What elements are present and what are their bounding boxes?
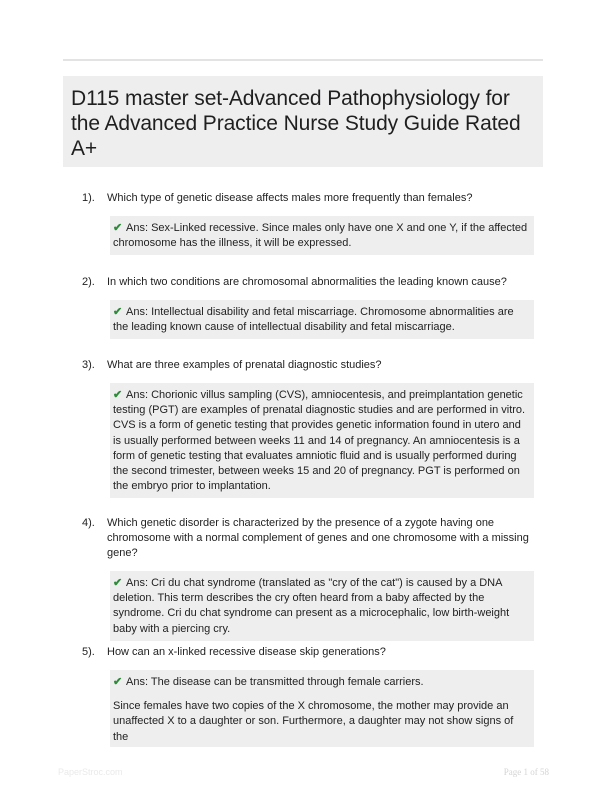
checkmark-icon: ✔ xyxy=(113,389,123,401)
page-title: D115 master set-Advanced Pathophysiology for the Advanced Practice Nurse Study Guide Rated A+ xyxy=(71,87,521,160)
answer-box-2 xyxy=(110,300,534,339)
question-number: 5). xyxy=(82,646,95,658)
question-number: 2). xyxy=(82,276,95,288)
footer-site-watermark: PaperStroc.com xyxy=(58,767,123,777)
answer-text: Ans: Cri du chat syndrome (translated as "cry of the cat") is caused by a DNA deletion. This term describes the cry often heard from a baby affected by the syndrome. Cri du chat syndrome can present as a microcephalic, low birth-weight baby with a piercing cry. xyxy=(113,577,510,635)
title-block xyxy=(63,76,543,167)
checkmark-icon: ✔ xyxy=(113,222,123,234)
answer-text: Ans: The disease can be transmitted through female carriers. xyxy=(126,676,424,688)
answer-text: Ans: Intellectual disability and fetal miscarriage. Chromosome abnormalities are the leading known cause of intellectual disability and fetal miscarriage. xyxy=(113,306,514,334)
footer-page-number: Page 1 of 58 xyxy=(503,767,549,777)
answer-text: Ans: Chorionic villus sampling (CVS), amniocentesis, and preimplantation genetic testing (PGT) are examples of prenatal diagnostic studies and are performed in vitro. CVS is a form of genetic testing that provides genetic information found in utero and is usually performed between weeks 11 and 14 of pregnancy. An amniocentesis is a form of genetic testing that evaluates amniotic fluid and is usually performed during the second trimester, between weeks 15 and 20 of pregnancy. PGT is performed on the embryo prior to implantation. xyxy=(113,389,526,493)
question-text: Which type of genetic disease affects males more frequently than females? xyxy=(107,192,473,204)
answer-text: Ans: Sex-Linked recessive. Since males only have one X and one Y, if the affected chromosome has the illness, it will be expressed. xyxy=(113,222,528,250)
answer-box-1 xyxy=(110,216,534,255)
question-text: Which genetic disorder is characterized by the presence of a zygote having one chromosome with a normal complement of genes and one chromosome with a missing gene? xyxy=(107,517,529,559)
answer-box-4 xyxy=(110,571,534,641)
question-number: 3). xyxy=(82,359,95,371)
checkmark-icon: ✔ xyxy=(113,577,123,589)
question-text: What are three examples of prenatal diagnostic studies? xyxy=(107,359,382,371)
question-number: 1). xyxy=(82,192,95,204)
question-text: How can an x-linked recessive disease skip generations? xyxy=(107,646,386,658)
checkmark-icon: ✔ xyxy=(113,676,123,688)
checkmark-icon: ✔ xyxy=(113,306,123,318)
answer-explanation: Since females have two copies of the X chromosome, the mother may provide an unaffected X to a daughter or son. Furthermore, a daughter may not show signs of the xyxy=(113,700,514,743)
answer-box-5 xyxy=(110,670,534,747)
question-number: 4). xyxy=(82,517,95,529)
question-text: In which two conditions are chromosomal abnormalities the leading known cause? xyxy=(107,276,507,288)
top-divider xyxy=(63,59,543,61)
answer-box-3 xyxy=(110,383,534,498)
